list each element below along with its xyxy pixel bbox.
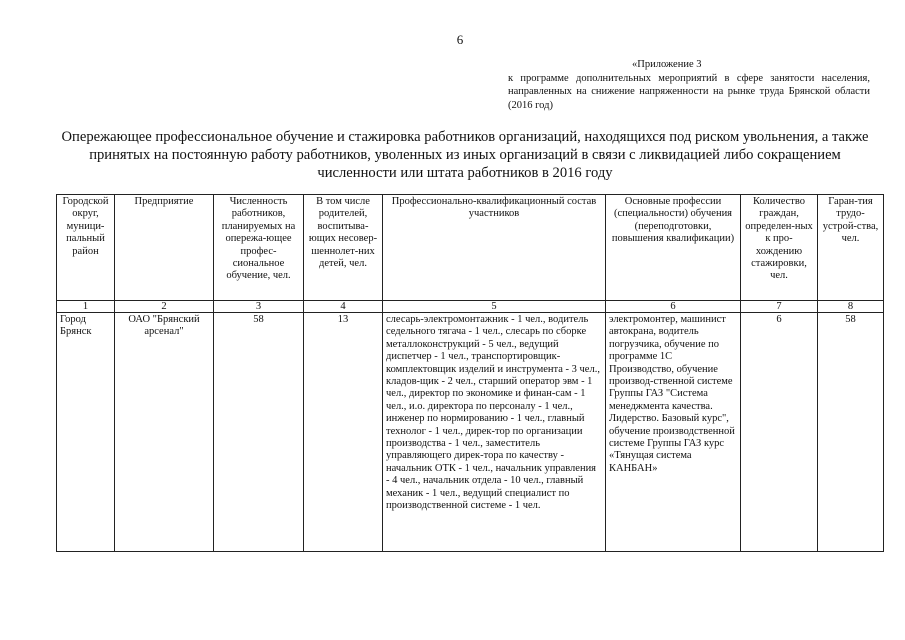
cell-district: Город Брянск: [57, 313, 115, 552]
cell-composition: слесарь-электромонтажник - 1 чел., водитель седельного тягача - 1 чел., слесарь по сборке металлоконструкций - 5 чел., ведущий диспетчер - 1 чел., транспортировщик-комплектовщик изделий и инструмента - 3 чел., кладов-щик - 2 чел., старший оператор эвм - 1 чел., директор по экономике и финан-сам - 1 чел., и.о. директора по персоналу - 1 чел., инженер по нормированию - 1 чел., главный технолог - 1 чел., дирек-тор по организации производства - 1 чел., заместитель управляющего дирек-тора по качеству - начальник ОТК - 1 чел., начальник управления - 4 чел., начальник отдела - 10 чел., главный механик - 1 чел., ведущий специалист по производственной системе - 1 чел.: [383, 313, 606, 552]
cell-parents: 13: [304, 313, 383, 552]
appendix-text: к программе дополнительных мероприятий в сфере занятости населения, направленных на снижение напряженности на рынке труда Брянской области (2016 год): [508, 72, 870, 111]
appendix-block: [508, 58, 870, 112]
table-row: [57, 313, 884, 552]
header-trainees: Численность работников, планируемых на опережа-ющее профес-сиональное обучение, чел.: [214, 195, 304, 301]
header-district: Городской округ, муници-пальный район: [57, 195, 115, 301]
header-parents: В том числе родителей, воспитыва-ющих несовер-шеннолет-них детей, чел.: [304, 195, 383, 301]
appendix-title: «Приложение 3: [632, 59, 702, 70]
column-number: 1: [57, 301, 115, 313]
participants-table: [56, 194, 884, 552]
cell-internship: 6: [741, 313, 818, 552]
column-number: 2: [115, 301, 214, 313]
column-number: 4: [304, 301, 383, 313]
header-guarantee: Гаран-тия трудо-устрой-ства, чел.: [818, 195, 884, 301]
header-composition: Профессионально-квалификационный состав участников: [383, 195, 606, 301]
column-number: 7: [741, 301, 818, 313]
column-number: 5: [383, 301, 606, 313]
column-number: 6: [606, 301, 741, 313]
column-number: 8: [818, 301, 884, 313]
header-enterprise: Предприятие: [115, 195, 214, 301]
table-header-row: [57, 195, 884, 301]
header-professions: Основные профессии (специальности) обучения (переподготовки, повышения квалификации): [606, 195, 741, 301]
column-number: 3: [214, 301, 304, 313]
cell-professions: электромонтер, машинист автокрана, водитель погрузчика, обучение по программе 1С Производство, обучение производ-ственной системе Группы ГАЗ "Система менеджмента качества. Лидерство. Базовый курс", обучение производственной системе Группы ГАЗ курс «Тянущая система КАНБАН»: [606, 313, 741, 552]
document-title: Опережающее профессиональное обучение и стажировка работников организаций, находящихся под риском увольнения, а также принятых на постоянную работу работников, уволенных из иных организаций в связи с ликвидацией либо сокращением численности или штата работников в 2016 году: [61, 129, 869, 181]
column-number-row: [57, 301, 884, 313]
header-internship: Количество граждан, определен-ных к про-хождению стажировки, чел.: [741, 195, 818, 301]
cell-guarantee: 58: [818, 313, 884, 552]
cell-trainees: 58: [214, 313, 304, 552]
page-number: 6: [456, 32, 464, 47]
cell-enterprise: ОАО "Брянский арсенал": [115, 313, 214, 552]
